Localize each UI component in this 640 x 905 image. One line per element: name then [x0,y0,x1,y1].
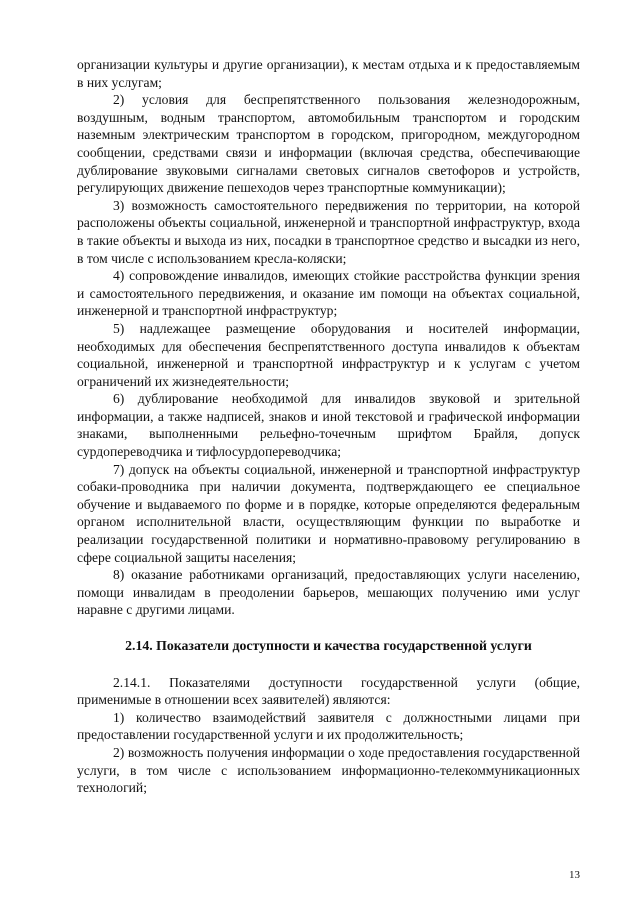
list-item-2: 2) условия для беспрепятственного пользования железнодорожным, воздушным, водным транспортом, автомобильным транспортом и городским наземным электрическим транспортом в городском, пригородном, междугородном сообщении, средствами связи и информации (включая средства, обеспечивающие дублирование звуковыми сигналами световых сигналов светофоров и устройств, регулирующих движение пешеходов через транспортные коммуникации); [77,92,580,196]
list-item-7: 7) допуск на объекты социальной, инженерной и транспортной инфраструктур собаки-проводника при наличии документа, подтверждающего ее специальное обучение и выдаваемого по форме и в порядке, которые определяются федеральным органом исполнительной власти, осуществляющим функции по выработке и реализации государственной политики и нормативно-правовому регулированию в сфере социальной защиты населения; [77,461,580,565]
section-paragraph-intro: 2.14.1. Показателями доступности государственной услуги (общие, применимые в отношении всех заявителей) являются: [77,674,580,708]
list-item-3: 3) возможность самостоятельного передвижения по территории, на которой расположены объекты социальной, инженерной и транспортной инфраструктур, входа в такие объекты и выхода из них, посадки в транспортное средство и высадки из него, в том числе с использованием кресла-коляски; [77,197,580,266]
paragraph-continuation: организации культуры и другие организации), к местам отдыха и к предоставляемым в них услугам; [77,57,580,90]
list-item-4: 4) сопровождение инвалидов, имеющих стойкие расстройства функции зрения и самостоятельного передвижения, и оказание им помощи на объектах социальной, инженерной и транспортной инфраструктур; [77,268,580,319]
document-body [77,56,580,797]
section-heading: 2.14. Показатели доступности и качества государственной услуги [125,638,532,653]
list-item-6: 6) дублирование необходимой для инвалидов звуковой и зрительной информации, а также надписей, знаков и иной текстовой и графической информации знаками, выполненными рельефно-точечным шрифтом Брайля, допуск сурдопереводчика и тифлосурдопереводчика; [77,391,580,460]
section-list-item-2: 2) возможность получения информации о ходе предоставления государственной услуги, в том числе с использованием информационно-телекоммуникационных технологий; [77,744,580,796]
page-number: 13 [569,869,580,881]
list-item-5: 5) надлежащее размещение оборудования и носителей информации, необходимых для обеспечения беспрепятственного доступа инвалидов к объектам социальной, инженерной и транспортной инфраструктур и к услугам с учетом ограничений их жизнедеятельности; [77,320,580,389]
list-item-8: 8) оказание работниками организаций, предоставляющих услуги населению, помощи инвалидам в преодолении барьеров, мешающих получению ими услуг наравне с другими лицами. [77,567,580,618]
section-list-item-1: 1) количество взаимодействий заявителя с должностными лицами при предоставлении государственной услуги и их продолжительность; [77,709,580,743]
